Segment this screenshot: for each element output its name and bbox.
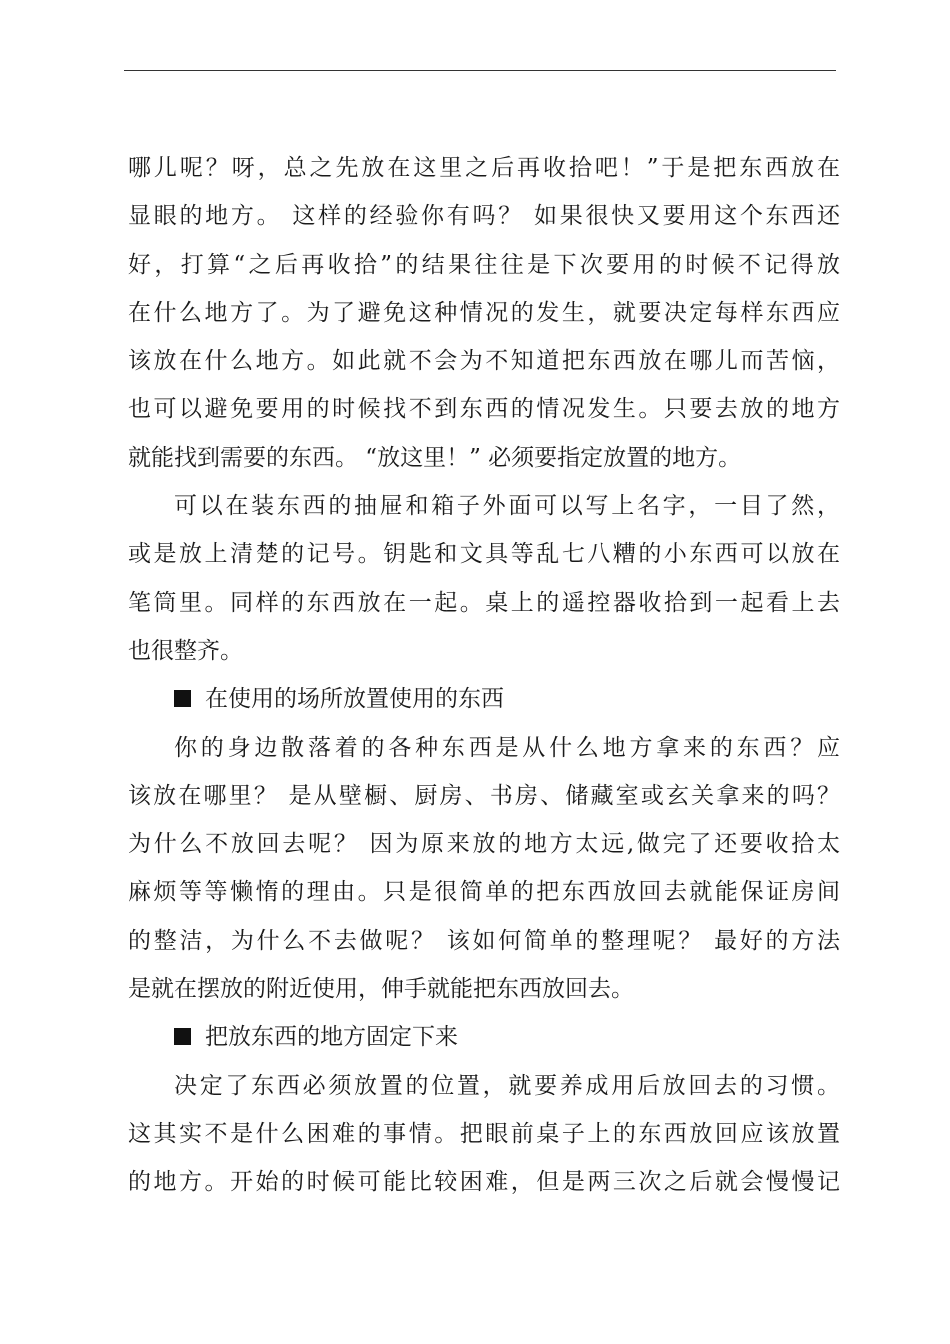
- section-heading-text: 把放东西的地方固定下来: [205, 1024, 458, 1051]
- paragraph-use-place: [128, 724, 840, 1014]
- section-heading: [128, 1013, 840, 1061]
- text-line: 好，打算“之后再收拾”的结果往往是下次要用的时候不记得放: [128, 251, 840, 278]
- text-line: 或是放上清楚的记号。钥匙和文具等乱七八糟的小东西可以放在: [128, 541, 840, 568]
- text-line: 就能找到需要的东西。 “放这里！” 必须要指定放置的地方。: [128, 444, 742, 471]
- text-line: 是就在摆放的附近使用，伸手就能把东西放回去。: [128, 976, 634, 1003]
- text-line: 决定了东西必须放置的位置，就要养成用后放回去的习惯。: [174, 1072, 840, 1099]
- text-line: 笔筒里。同样的东西放在一起。桌上的遥控器收拾到一起看上去: [128, 589, 840, 616]
- text-line: 的地方。开始的时候可能比较困难，但是两三次之后就会慢慢记: [128, 1169, 840, 1196]
- header-rule: [124, 70, 836, 71]
- document-body: [128, 144, 840, 1207]
- black-square-icon: [174, 1028, 191, 1045]
- text-line: 显眼的地方。 这样的经验你有吗？ 如果很快又要用这个东西还: [128, 203, 840, 230]
- text-line: 在什么地方了。为了避免这种情况的发生，就要决定每样东西应: [128, 299, 840, 326]
- text-line: 为什么不放回去呢？ 因为原来放的地方太远,做完了还要收拾太: [128, 831, 840, 858]
- text-line: 麻烦等等懒惰的理由。只是很简单的把东西放回去就能保证房间: [128, 879, 840, 906]
- paragraph-continuation: [128, 144, 840, 482]
- text-line: 也很整齐。: [128, 637, 243, 664]
- text-line: 你的身边散落着的各种东西是从什么地方拿来的东西？应: [174, 734, 840, 761]
- section-heading: [128, 675, 840, 723]
- paragraph-fixed-place: [128, 1062, 840, 1207]
- text-line: 哪儿呢？呀，总之先放在这里之后再收拾吧！”于是把东西放在: [128, 155, 840, 181]
- section-heading-text: 在使用的场所放置使用的东西: [205, 686, 504, 713]
- text-line: 该放在什么地方。如此就不会为不知道把东西放在哪儿而苦恼，: [128, 348, 840, 375]
- text-line: 这其实不是什么困难的事情。把眼前桌子上的东西放回应该放置: [128, 1120, 840, 1147]
- black-square-icon: [174, 690, 191, 707]
- text-line: 也可以避免要用的时候找不到东西的情况发生。只要去放的地方: [128, 396, 840, 423]
- paragraph-labels: [128, 482, 840, 675]
- text-line: 的整洁，为什么不去做呢？ 该如何简单的整理呢？ 最好的方法: [128, 927, 840, 954]
- text-line: 该放在哪里？ 是从壁橱、厨房、书房、储藏室或玄关拿来的吗？: [128, 782, 840, 809]
- text-line: 可以在装东西的抽屉和箱子外面可以写上名字，一目了然，: [174, 493, 840, 520]
